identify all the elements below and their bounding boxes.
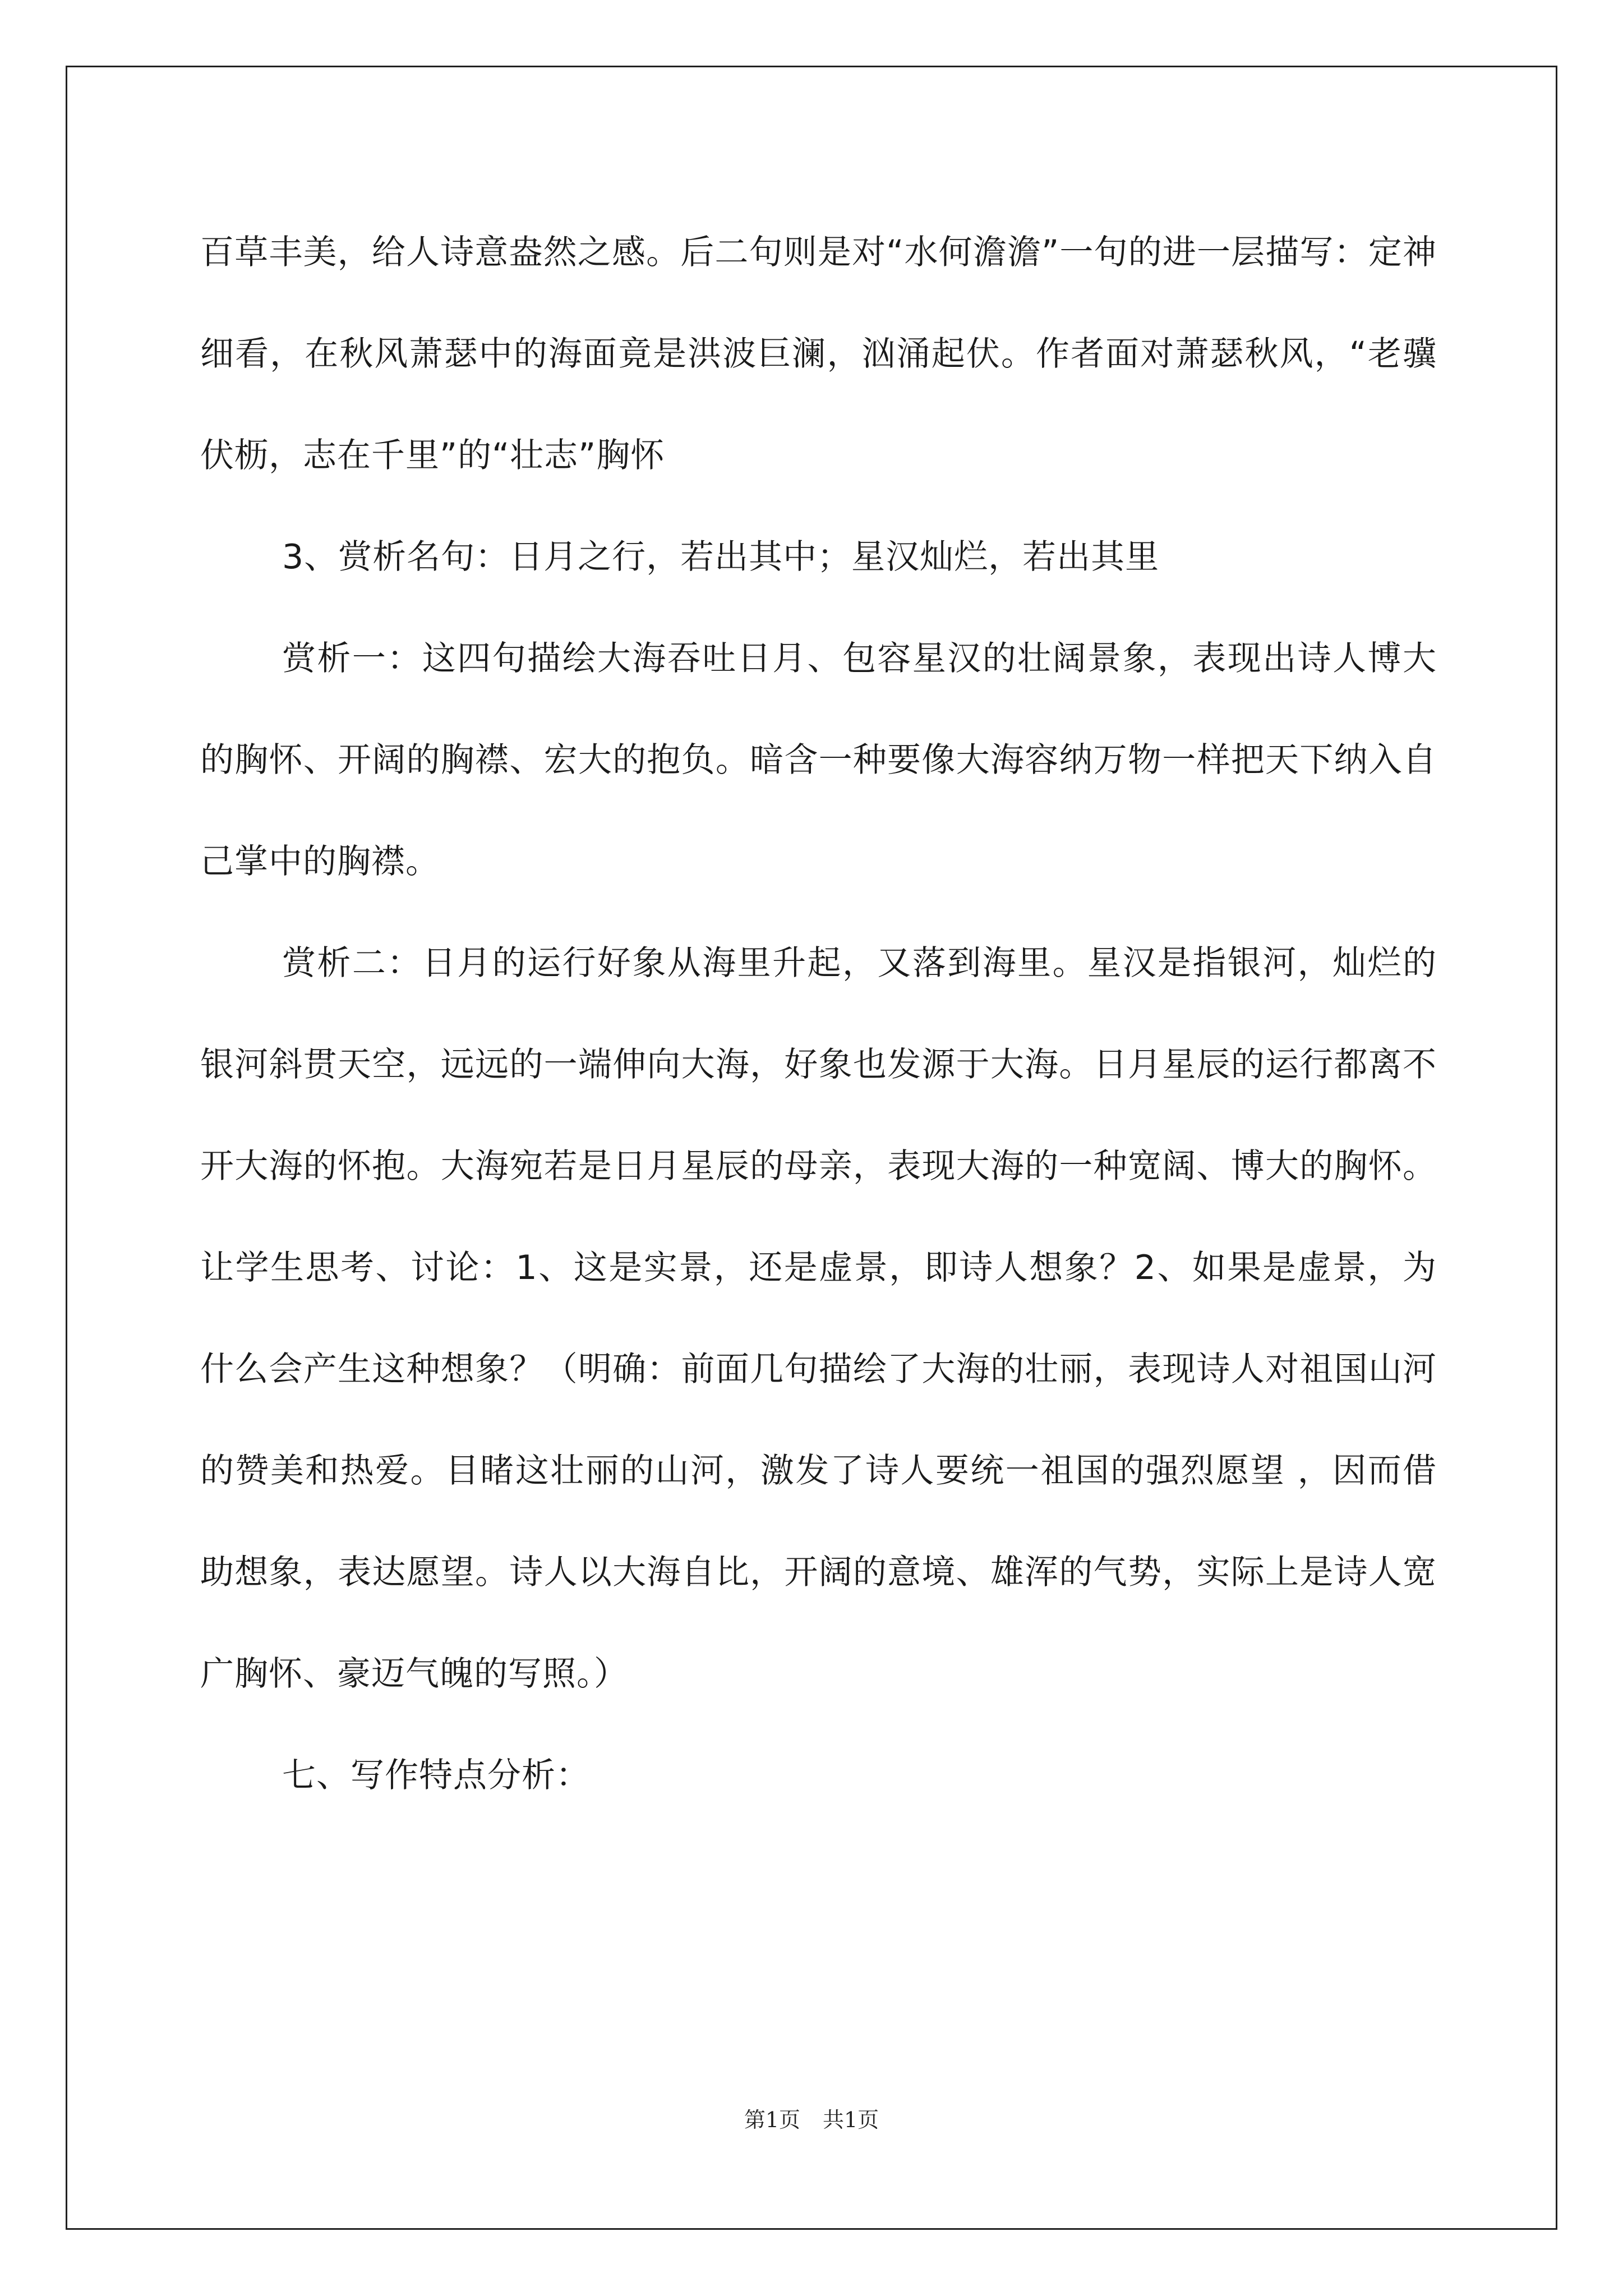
page-total: 共1页: [823, 2108, 879, 2132]
section-heading-writing-features: 七、写作特点分析：: [282, 1756, 590, 1795]
paragraph-continuation: 百草丰美，给人诗意盎然之感。后二句则是对“水何澹澹”一句的进一层描写：定神细看，在秋风萧瑟中的海面竟是洪波巨澜，汹涌起伏。作者面对萧瑟秋风，“老骥伏枥，志在千里”的“壮志”胸怀: [200, 233, 1437, 475]
paragraph-famous-line-heading: 3、赏析名句：日月之行，若出其中；星汉灿烂，若出其里: [282, 537, 1160, 577]
document-body: [200, 202, 1437, 1826]
paragraph-analysis-two: 赏析二：日月的运行好象从海里升起，又落到海里。星汉是指银河，灿烂的银河斜贯天空，远远的一端伸向大海，好象也发源于大海。日月星辰的运行都离不开大海的怀抱。大海宛若是日月星辰的母亲，表现大海的一种宽阔、博大的胸怀。让学生思考、讨论：1、这是实景，还是虚景，即诗人想象？2、如果是虚景，为什么会产生这种想象？（明确：前面几句描绘了大海的壮丽，表现诗人对祖国山河的赞美和热爱。目睹这壮丽的山河，激发了诗人要统一祖国的强烈愿望 ，因而借助想象，表达愿望。诗人以大海自比，开阔的意境、雄浑的气势，实际上是诗人宽广胸怀、豪迈气魄的写照。）: [200, 944, 1437, 1694]
page-number: 第1页: [744, 2108, 800, 2132]
paragraph-analysis-one: 赏析一：这四句描绘大海吞吐日月、包容星汉的壮阔景象，表现出诗人博大的胸怀、开阔的胸襟、宏大的抱负。暗含一种要像大海容纳万物一样把天下纳入自己掌中的胸襟。: [200, 639, 1437, 881]
page-footer: [0, 2102, 1623, 2133]
